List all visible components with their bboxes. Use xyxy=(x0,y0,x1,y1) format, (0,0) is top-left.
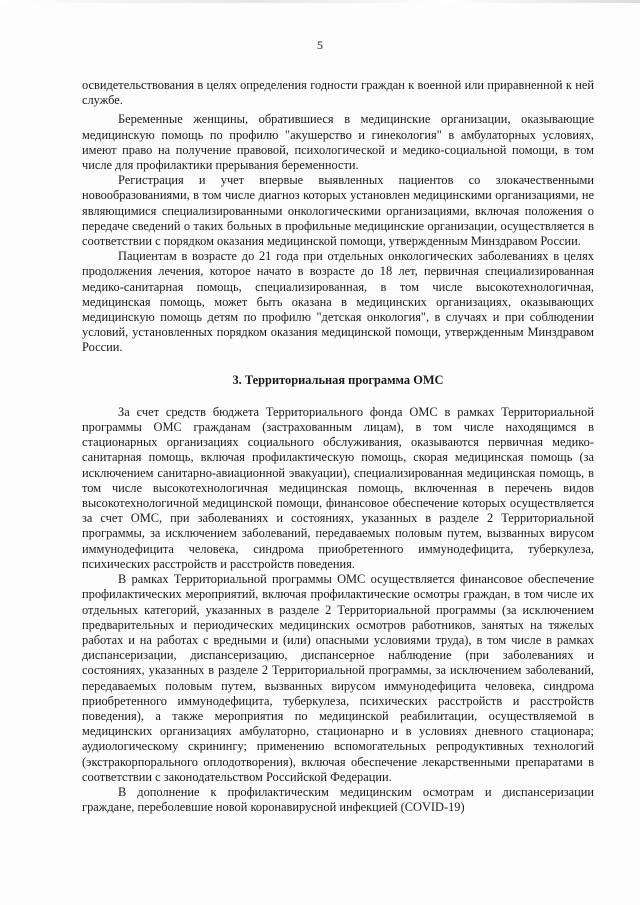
page-number: 5 xyxy=(317,38,323,52)
paragraph-preventive-measures: В рамках Территориальной программы ОМС осуществляется финансовое обеспечение профилактических мероприятий, включая профилактические осмотры граждан, в том числе их отдельных категорий, указанных в разделе 2 Территориальной программы (за исключением предварительных и периодических медицинских осмотров работников, занятых на тяжелых работах и на работах с вредными и (или) опасными условиями труда), в том числе в рамках диспансеризации, диспансеризацию, диспансерное наблюдение (при заболеваниях и состояниях, указанных в разделе 2 Территориальной программы, за исключением заболеваний, передаваемых половым путем, вызванных вирусом иммунодефицита человека, синдрома приобретенного иммунодефицита, туберкулеза, психических расстройств и расстройств поведения), а также мероприятия по медицинской реабилитации, осуществляемой в медицинских организациях амбулаторно, стационарно и в условиях дневного стационара; аудиологическому скринингу; применению вспомогательных репродуктивных технологий (экстракорпорального оплодотворения), включая обеспечение лекарственными препаратами в соответствии с законодательством Российской Федерации. xyxy=(82,572,594,784)
paragraph-oms-funding: За счет средств бюджета Территориального фонда ОМС в рамках Территориальной программы ОМС гражданам (застрахованным лицам), в том числе находящимся в стационарных организациях социального обслуживания, оказываются первичная медико-санитарная помощь, включая профилактическую помощь, скорая медицинская помощь (за исключением санитарно-авиационной эвакуации), специализированная медицинская помощь, в том числе высокотехнологичная медицинская помощь, включенная в перечень видов высокотехнологичной медицинской помощи, финансовое обеспечение которых осуществляется за счет ОМС, при заболеваниях и состояниях, указанных в разделе 2 Территориальной программы, за исключением заболеваний, передаваемых половым путем, вызванных вирусом иммунодефицита человека, синдрома приобретенного иммунодефицита, туберкулеза, психических расстройств и расстройств поведения. xyxy=(82,404,594,571)
paragraph-continuation: освидетельствования в целях определения годности граждан к военной или приравненной к ней службе. xyxy=(82,78,594,108)
section-heading: 3. Территориальная программа ОМС xyxy=(232,372,444,387)
paragraph-covid-addition: В дополнение к профилактическим медицинским осмотрам и диспансеризации граждане, переболевшие новой коронавирусной инфекцией (COVID-19) xyxy=(82,784,594,815)
paragraph-patients-under-21: Пациентам в возрасте до 21 года при отдельных онкологических заболеваниях в целях продолжения лечения, которое начато в возрасте до 18 лет, первичная специализированная медико-санитарная помощь, специализированная, в том числе высокотехнологичная, медицинская помощь, может быть оказана в медицинских организациях, оказывающих медицинскую помощь детям по профилю "детская онкология", в случаях и при соблюдении условий, установленных порядком оказания медицинской помощи, утвержденным Минздравом России. xyxy=(82,249,594,355)
scan-top-edge xyxy=(0,0,640,3)
paragraph-pregnant-women: Беременные женщины, обратившиеся в медицинские организации, оказывающие медицинскую помощь по профилю "акушерство и гинекология" в амбулаторных условиях, имеют право на получение правовой, психологической и медико-социальной помощи, в том числе для профилактики прерывания беременности. xyxy=(82,112,594,173)
paragraph-oncology-registration: Регистрация и учет впервые выявленных пациентов со злокачественными новообразованиями, в том числе диагноз которых установлен медицинскими организациями, не являющимися специализированными онкологическими организациями, включая положения о передаче сведений о таких больных в профильные медицинские организации, осуществляется в соответствии с порядком оказания медицинской помощи, утвержденным Минздравом России. xyxy=(82,173,594,249)
document-body xyxy=(82,78,594,815)
